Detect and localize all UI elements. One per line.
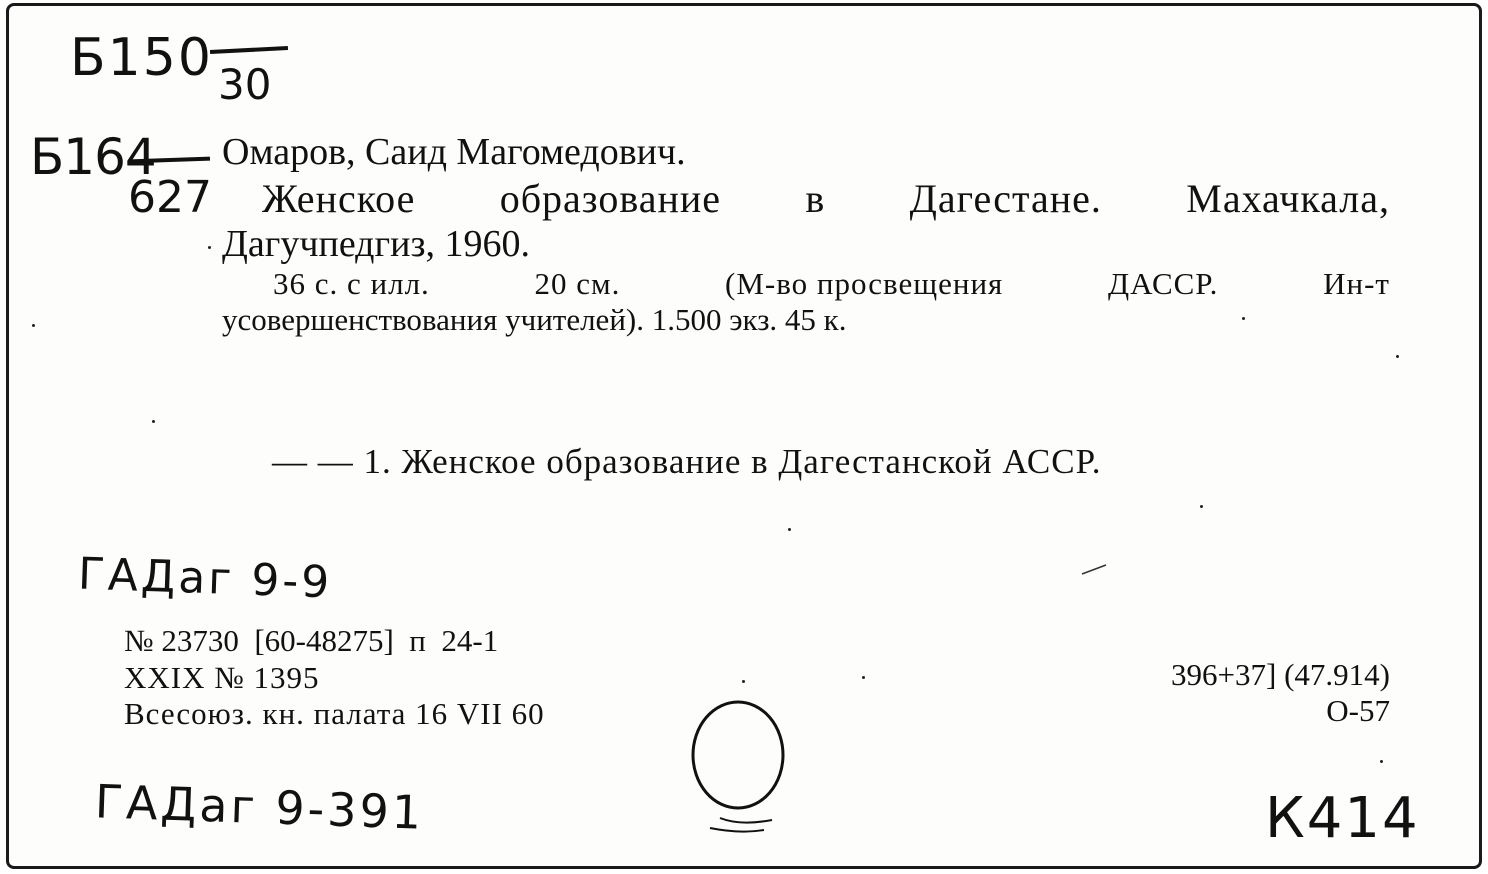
classification-index: 396+37] (47.914) bbox=[1171, 657, 1390, 692]
collation-pages: 36 с. с илл. bbox=[273, 266, 430, 301]
speck bbox=[788, 528, 791, 531]
title-word-3: в bbox=[805, 176, 826, 221]
title-word-1: Женское bbox=[262, 176, 416, 221]
title-word-4: Дагестане. bbox=[909, 176, 1102, 221]
title-word-5: Махачкала, bbox=[1186, 176, 1390, 221]
speck bbox=[742, 680, 745, 683]
handwritten-archive-mark-bottom: ГАДаг 9-391 bbox=[94, 774, 425, 840]
collation-size: 20 см. bbox=[534, 266, 621, 301]
title-line bbox=[262, 175, 1390, 222]
shelfmark-top-bar bbox=[210, 46, 288, 54]
subject-entry: — — 1. Женское образование в Дагестанской АССР. bbox=[272, 442, 1102, 481]
collation-series-start: (М-во просвещения bbox=[725, 266, 1004, 301]
collation-series-dassr: ДАССР. bbox=[1107, 266, 1219, 301]
speck bbox=[1396, 355, 1399, 358]
handwritten-archive-mark-top: ГАДаг 9-9 bbox=[77, 548, 334, 609]
shelfmark-top-code: Б150 bbox=[70, 28, 213, 88]
shelfmark-second-code: Б164 bbox=[30, 128, 156, 186]
title-word-2: образование bbox=[499, 176, 722, 221]
catalog-chamber-line: Всесоюз. кн. палата 16 VII 60 bbox=[124, 696, 545, 731]
series-note: усовершенствования учителей). 1.500 экз. 45 к. bbox=[222, 302, 847, 337]
speck bbox=[32, 324, 35, 327]
collation-series-inst: Ин-т bbox=[1323, 266, 1390, 301]
author-heading: Омаров, Саид Магомедович. bbox=[222, 131, 686, 173]
speck bbox=[1380, 760, 1383, 763]
shelfmark-second-number: 627 bbox=[128, 172, 212, 223]
author-mark: О-57 bbox=[1326, 693, 1390, 728]
speck bbox=[208, 246, 211, 249]
punch-hole bbox=[680, 690, 800, 840]
catalog-number-line: № 23730 [60-48275] п 24-1 bbox=[124, 623, 499, 658]
shelfmark-top bbox=[70, 28, 300, 118]
imprint: Дагучпедгиз, 1960. bbox=[222, 223, 530, 265]
shelfmark-second bbox=[30, 128, 220, 228]
speck bbox=[1242, 317, 1245, 320]
catalog-roman-line: XXIX № 1395 bbox=[124, 660, 320, 695]
speck bbox=[152, 420, 155, 423]
handwritten-mark-right: К414 bbox=[1265, 786, 1420, 851]
speck bbox=[1200, 505, 1203, 508]
shelfmark-top-number: 30 bbox=[218, 60, 272, 109]
stray-mark bbox=[1080, 560, 1110, 580]
collation-line bbox=[273, 266, 1390, 302]
speck bbox=[862, 676, 865, 679]
